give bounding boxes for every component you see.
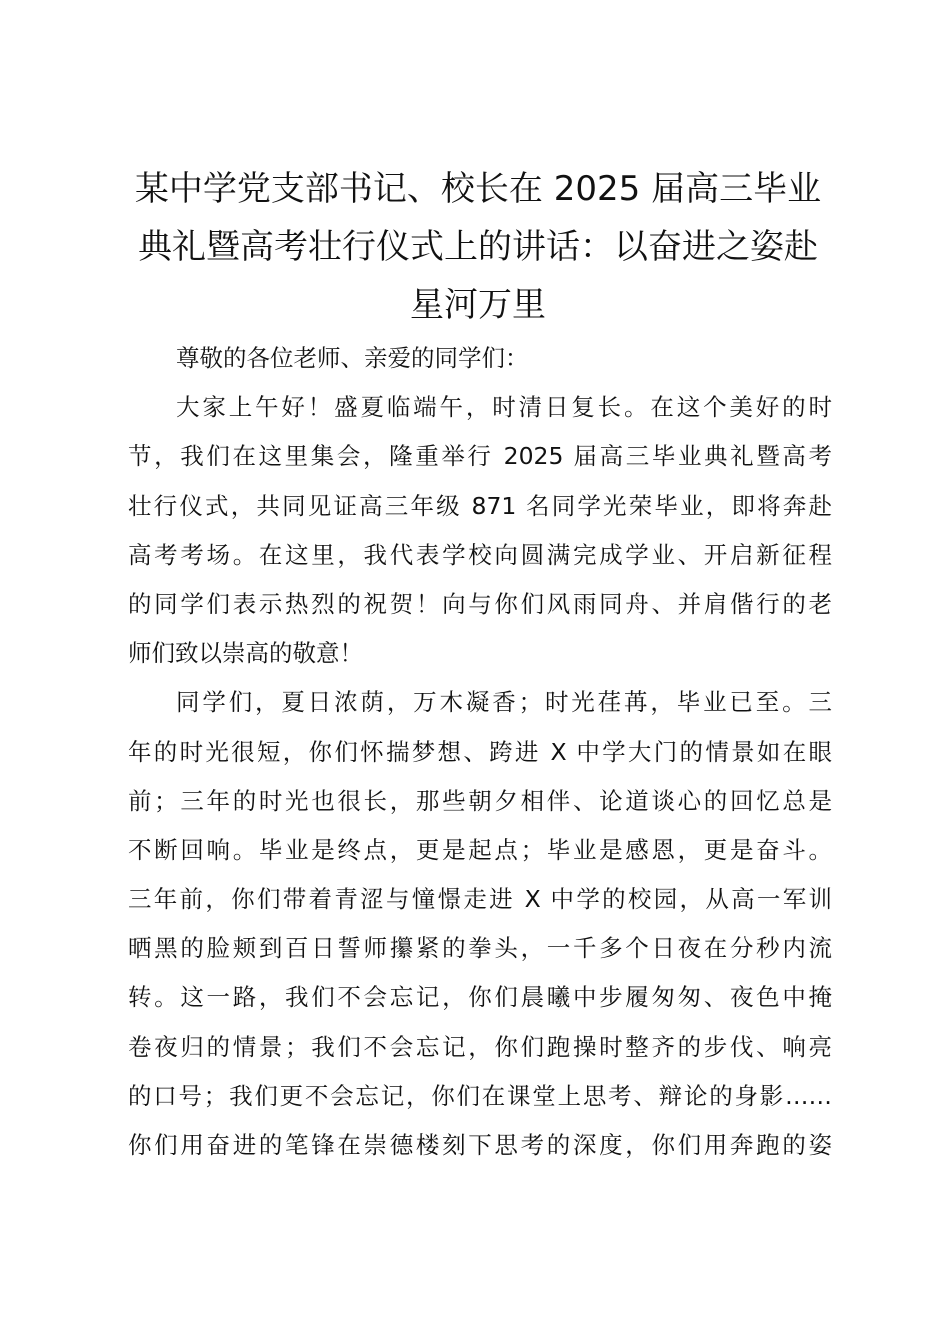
- paragraph-line: 年的时光很短，你们怀揣梦想、跨进 X 中学大门的情景如在眼: [128, 737, 832, 766]
- paragraph-line: 三年前，你们带着青涩与憧憬走进 X 中学的校园，从高一军训: [128, 885, 832, 914]
- paragraph-line: 前；三年的时光也很长，那些朝夕相伴、论道谈心的回忆总是: [128, 786, 832, 815]
- paragraph-line: 转。这一路，我们不会忘记，你们晨曦中步履匆匆、夜色中掩: [128, 983, 832, 1012]
- title-line: 某中学党支部书记、校长在 2025 届高三毕业: [134, 169, 822, 209]
- salutation-line: 尊敬的各位老师、亲爱的同学们：: [176, 344, 529, 372]
- paragraph-line: 同学们，夏日浓荫，万木凝香；时光荏苒，毕业已至。三: [176, 688, 832, 717]
- document-title: [122, 160, 834, 334]
- paragraph-line: 你们用奋进的笔锋在崇德楼刻下思考的深度，你们用奔跑的姿: [128, 1131, 832, 1159]
- document-body: [128, 334, 832, 1170]
- paragraph-line: 大家上午好！盛夏临端午，时清日复长。在这个美好的时: [176, 393, 832, 422]
- paragraph-line: 节，我们在这里集会，隆重举行 2025 届高三毕业典礼暨高考: [128, 442, 832, 471]
- paragraph-line: 卷夜归的情景；我们不会忘记，你们跑操时整齐的步伐、响亮: [128, 1032, 832, 1061]
- paragraph-line: 师们致以崇高的敬意！: [128, 639, 363, 668]
- paragraph-line: 壮行仪式，共同见证高三年级 871 名同学光荣毕业，即将奔赴: [128, 491, 832, 520]
- paragraph-line: 不断回响。毕业是终点，更是起点；毕业是感恩，更是奋斗。: [128, 835, 832, 864]
- paragraph-line: 晒黑的脸颊到百日誓师攥紧的拳头，一千多个日夜在分秒内流: [128, 934, 832, 963]
- paragraph-line: 高考考场。在这里，我代表学校向圆满完成学业、开启新征程: [128, 540, 832, 569]
- paragraph-line: 的同学们表示热烈的祝贺！向与你们风雨同舟、并肩偕行的老: [128, 589, 832, 618]
- title-line: 星河万里: [410, 285, 546, 325]
- paragraph-line: 的口号；我们更不会忘记，你们在课堂上思考、辩论的身影……: [128, 1081, 832, 1110]
- title-line: 典礼暨高考壮行仪式上的讲话：以奋进之姿赴: [138, 227, 818, 267]
